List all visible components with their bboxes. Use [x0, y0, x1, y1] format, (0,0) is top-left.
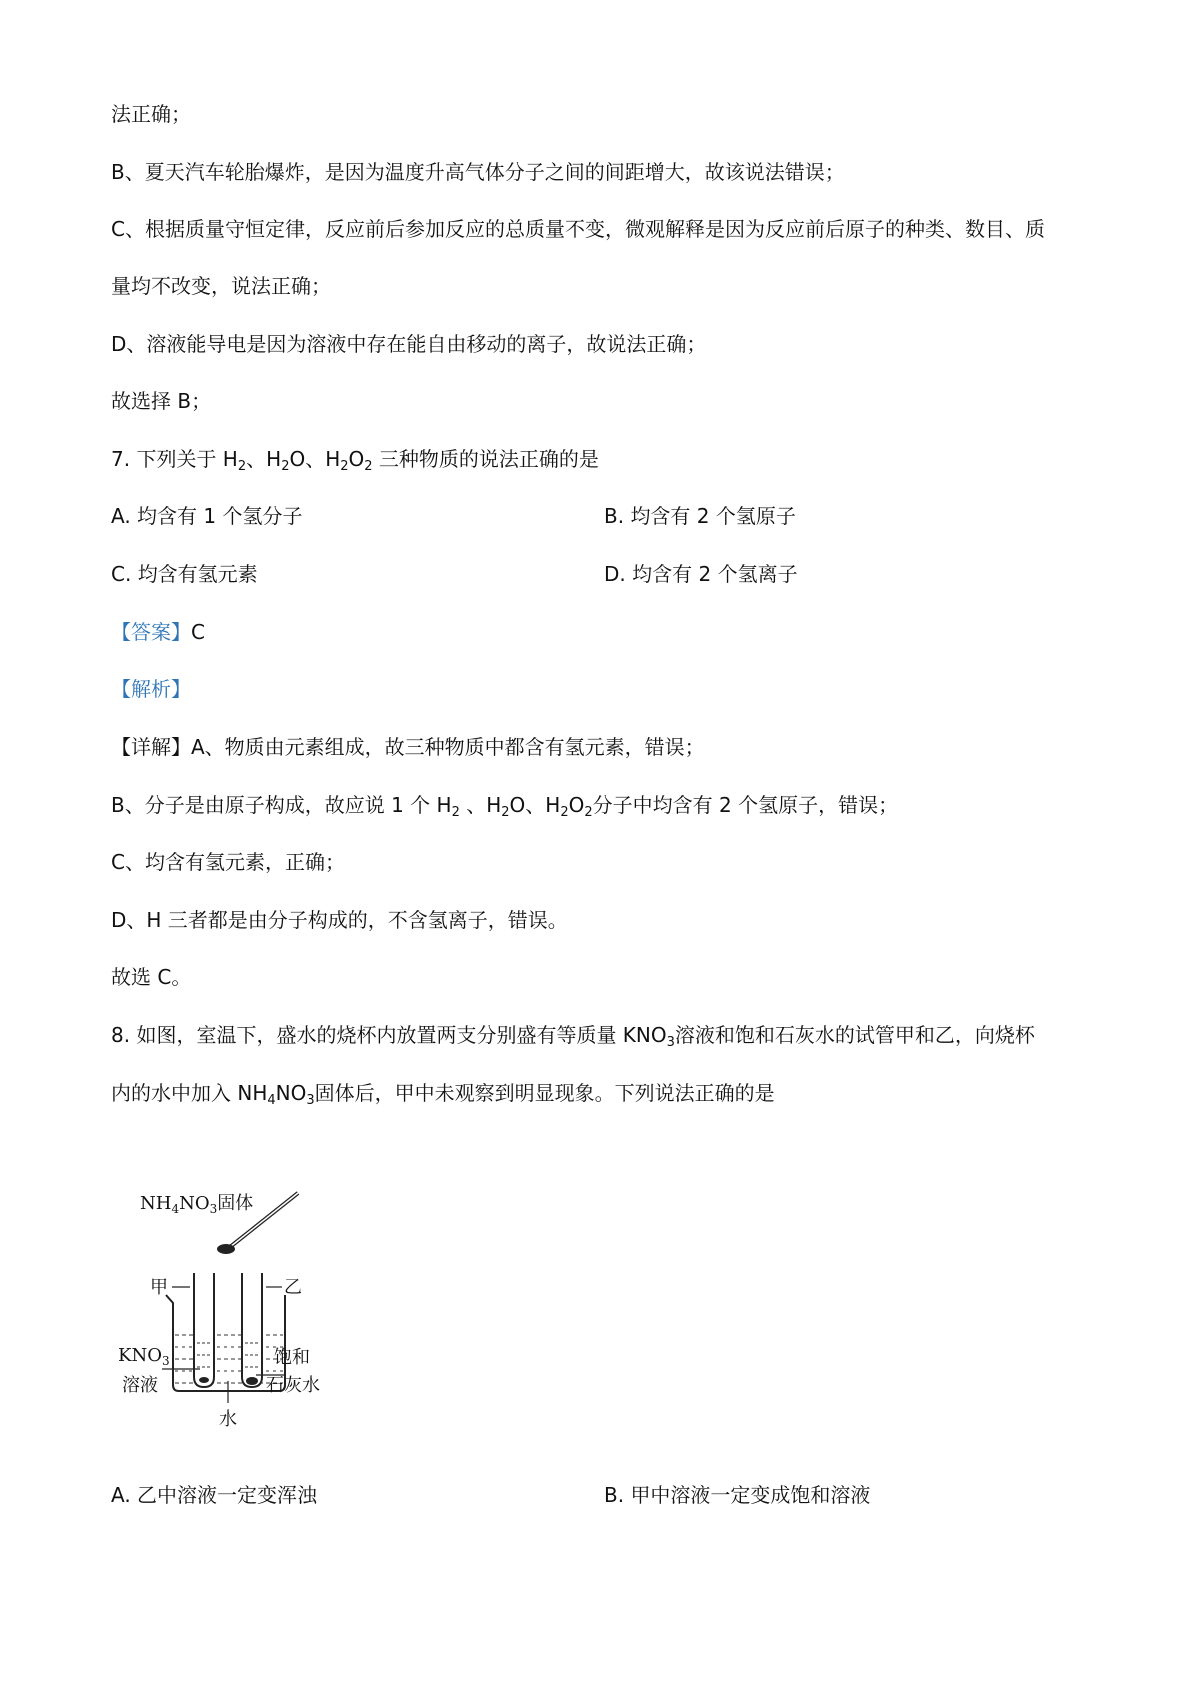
detail-text: O	[568, 793, 585, 817]
subscript: 4	[267, 1093, 276, 1108]
option-letter: D.	[604, 562, 626, 586]
option-letter: A.	[111, 1483, 131, 1507]
subscript: 3	[666, 1035, 675, 1050]
apparatus-figure	[118, 1185, 368, 1435]
detail-text: A、物质由元素组成，故三种物质中都含有氢元素，错误；	[191, 735, 705, 759]
subscript: 2	[237, 459, 247, 474]
detail-line: D、H 三者都是由分子构成的，不含氢离子，错误。	[111, 908, 568, 932]
subscript: 2	[451, 805, 460, 820]
subscript: 2	[560, 805, 569, 820]
detail-text: B、分子是由原子构成，故应说 1 个 H	[111, 793, 452, 817]
analysis-line	[111, 676, 191, 702]
stem-text: 如图，室温下，盛水的烧杯内放置两支分别盛有等质量 KNO	[136, 1023, 667, 1047]
question-8-stem-cont	[111, 1080, 775, 1106]
question-number: 8.	[111, 1023, 131, 1047]
subscript: 2	[501, 805, 510, 820]
detail-text: O、H	[509, 793, 561, 817]
test-tube-jia	[194, 1273, 214, 1387]
question-8-stem	[111, 1022, 1035, 1048]
text-line: 故选择 B；	[111, 389, 212, 413]
q8-option-a	[111, 1482, 317, 1508]
detail-text: 分子中均含有 2 个氢原子，错误；	[592, 793, 899, 817]
subscript: 3	[306, 1093, 315, 1108]
subscript: 2	[340, 459, 349, 474]
option-letter: C.	[111, 562, 132, 586]
option-d	[604, 561, 798, 587]
stem-text: NO	[275, 1081, 307, 1105]
subscript: 2	[364, 459, 373, 474]
option-c	[111, 561, 258, 587]
text-line: B、夏天汽车轮胎爆炸，是因为温度升高气体分子之间的间距增大，故该说法错误；	[111, 160, 845, 184]
option-b	[604, 503, 796, 529]
stem-text: 、H	[246, 447, 282, 471]
detail-tag: 【详解】	[111, 735, 191, 759]
tube-jia-label: 甲	[150, 1277, 168, 1298]
stem-text: 下列关于 H	[136, 447, 238, 471]
question-7-stem	[111, 446, 599, 472]
stem-text: O	[348, 447, 365, 471]
text-line: C、根据质量守恒定律，反应前后参加反应的总质量不变，微观解释是因为反应前后原子的种类、数目、质	[111, 217, 1045, 241]
nh4no3-label: $NH_4NO_3$固体	[140, 1193, 254, 1216]
q8-option-b	[604, 1482, 870, 1508]
stem-text: 固体后，甲中未观察到明显现象。下列说法正确的是	[314, 1081, 775, 1105]
detail-line: C、均含有氢元素，正确；	[111, 850, 345, 874]
option-letter: B.	[604, 1483, 625, 1507]
option-text: 甲中溶液一定变成饱和溶液	[630, 1483, 871, 1507]
answer-line	[111, 619, 205, 645]
text-line: 法正确；	[111, 102, 191, 126]
tube-yi-label: 乙	[284, 1277, 302, 1298]
subscript: 2	[584, 805, 593, 820]
question-number: 7.	[111, 447, 131, 471]
option-text: 均含有氢元素	[137, 562, 258, 586]
option-letter: B.	[604, 504, 625, 528]
stem-text: 三种物质的说法正确的是	[372, 447, 599, 471]
option-text: 均含有 1 个氢分子	[137, 504, 303, 528]
option-text: 均含有 2 个氢离子	[632, 562, 798, 586]
option-text: 均含有 2 个氢原子	[630, 504, 796, 528]
kno3-label: $KNO_3$	[118, 1345, 170, 1368]
rongye-label: 溶液	[122, 1375, 158, 1396]
detail-text: 、H	[459, 793, 502, 817]
option-a	[111, 503, 303, 529]
water-label: 水	[219, 1409, 237, 1430]
text-line: D、溶液能导电是因为溶液中存在能自由移动的离子，故说法正确；	[111, 332, 707, 356]
subscript: 2	[281, 459, 290, 474]
conclusion-line: 故选 C。	[111, 965, 192, 989]
stem-text: 溶液和饱和石灰水的试管甲和乙，向烧杯	[674, 1023, 1035, 1047]
answer-value: C	[191, 620, 205, 644]
stem-text: 内的水中加入 NH	[111, 1081, 268, 1105]
shihuishui-label: 石灰水	[266, 1375, 320, 1396]
stem-text: O、H	[289, 447, 341, 471]
answer-tag: 【答案】	[111, 620, 191, 644]
detail-line	[111, 734, 705, 760]
baohe-label: 饱和	[274, 1347, 310, 1368]
beaker-diagram	[118, 1185, 368, 1435]
detail-line	[111, 792, 898, 818]
test-tube-yi	[242, 1273, 262, 1387]
option-letter: A.	[111, 504, 131, 528]
text-line: 量均不改变，说法正确；	[111, 274, 331, 298]
option-text: 乙中溶液一定变浑浊	[137, 1483, 318, 1507]
analysis-tag: 【解析】	[111, 677, 191, 701]
